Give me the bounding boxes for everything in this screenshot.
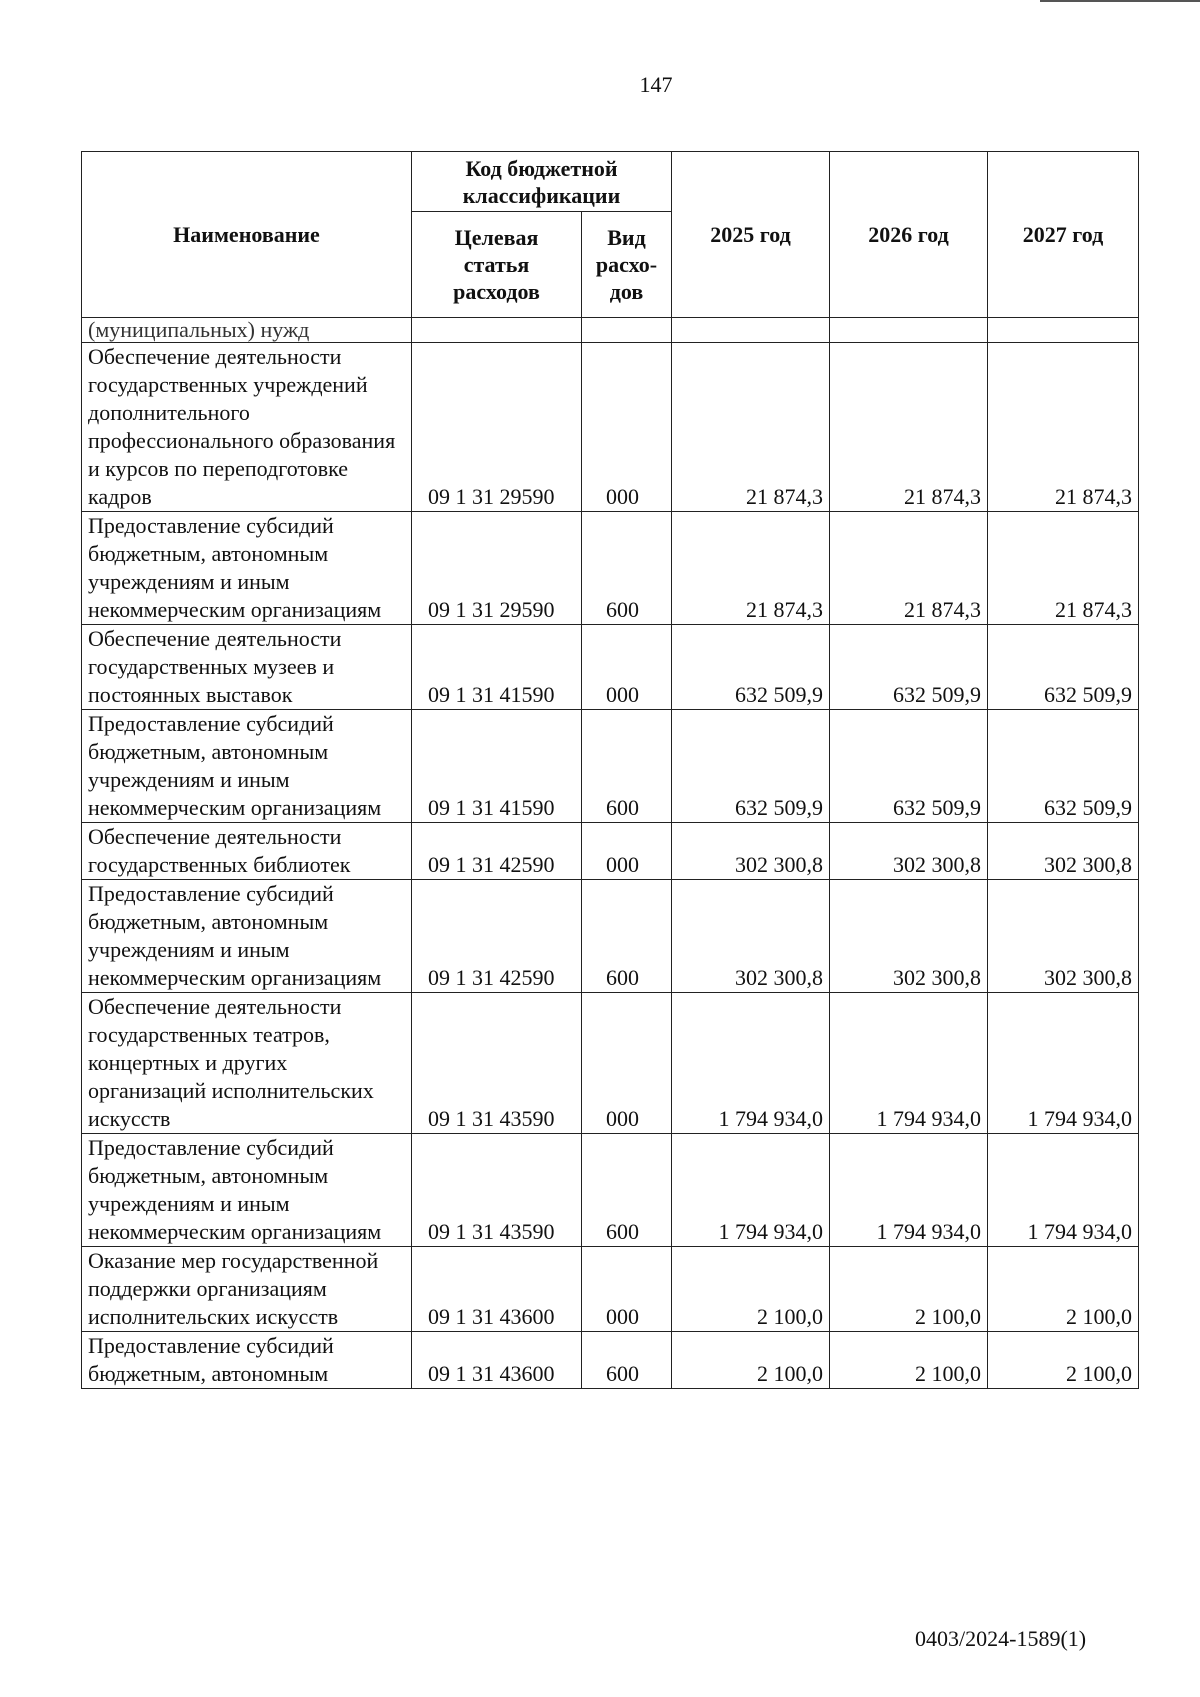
row-name: Оказание мер государственной поддержки организациям исполнительских искусств	[82, 1247, 412, 1332]
row-target-article: 09 1 31 29590	[412, 512, 582, 625]
row-2026: 632 509,9	[830, 710, 988, 823]
row-2026: 21 874,3	[830, 343, 988, 512]
row-name: (муниципальных) нужд	[82, 318, 412, 343]
header-target-article: Целевая статья расходов	[412, 212, 582, 318]
row-target-article: 09 1 31 41590	[412, 625, 582, 710]
continuation-row	[82, 318, 1139, 343]
row-target-article: 09 1 31 42590	[412, 880, 582, 993]
row-target-article: 09 1 31 43600	[412, 1332, 582, 1389]
row-2027: 1 794 934,0	[988, 1134, 1139, 1247]
row-2025: 1 794 934,0	[672, 993, 830, 1134]
row-expense-type: 000	[582, 993, 672, 1134]
table-row	[82, 1134, 1139, 1247]
table-row	[82, 343, 1139, 512]
row-expense-type: 000	[582, 1247, 672, 1332]
row-expense-type: 600	[582, 1332, 672, 1389]
table-row	[82, 512, 1139, 625]
row-2027: 632 509,9	[988, 710, 1139, 823]
row-name: Обеспечение деятельности государственных библиотек	[82, 823, 412, 880]
table-row	[82, 1332, 1139, 1389]
row-target-article: 09 1 31 41590	[412, 710, 582, 823]
row-2027: 1 794 934,0	[988, 993, 1139, 1134]
row-2026: 2 100,0	[830, 1247, 988, 1332]
row-expense-type: 600	[582, 710, 672, 823]
header-name: Наименование	[82, 152, 412, 318]
row-expense-type: 000	[582, 823, 672, 880]
row-target-article: 09 1 31 43600	[412, 1247, 582, 1332]
row-name: Предоставление субсидий бюджетным, автономным учреждениям и иным некоммерческим организациям	[82, 880, 412, 993]
row-2025: 21 874,3	[672, 343, 830, 512]
row-2025: 302 300,8	[672, 823, 830, 880]
page-number: 147	[639, 72, 673, 97]
row-2025: 632 509,9	[672, 710, 830, 823]
row-2027: 302 300,8	[988, 880, 1139, 993]
row-expense-type: 600	[582, 512, 672, 625]
table-row	[82, 1247, 1139, 1332]
row-name: Обеспечение деятельности государственных музеев и постоянных выставок	[82, 625, 412, 710]
row-2026: 302 300,8	[830, 823, 988, 880]
row-2025: 2 100,0	[672, 1247, 830, 1332]
row-2026: 1 794 934,0	[830, 993, 988, 1134]
row-2025: 632 509,9	[672, 625, 830, 710]
header-expense-type: Вид расхо-дов	[582, 212, 672, 318]
row-name: Предоставление субсидий бюджетным, автономным учреждениям и иным некоммерческим организациям	[82, 1134, 412, 1247]
row-2025: 2 100,0	[672, 1332, 830, 1389]
row-2027: 632 509,9	[988, 625, 1139, 710]
row-name: Предоставление субсидий бюджетным, автономным учреждениям и иным некоммерческим организациям	[82, 710, 412, 823]
row-2026: 632 509,9	[830, 625, 988, 710]
row-target-article: 09 1 31 42590	[412, 823, 582, 880]
table-row	[82, 880, 1139, 993]
row-2025: 21 874,3	[672, 512, 830, 625]
row-2027: 21 874,3	[988, 512, 1139, 625]
row-target-article: 09 1 31 43590	[412, 993, 582, 1134]
row-2026: 1 794 934,0	[830, 1134, 988, 1247]
row-target-article: 09 1 31 29590	[412, 343, 582, 512]
header-kbk-group: Код бюджетной классификации	[412, 152, 672, 212]
row-2027: 2 100,0	[988, 1247, 1139, 1332]
header-2026: 2026 год	[830, 152, 988, 318]
row-2027: 302 300,8	[988, 823, 1139, 880]
top-rule	[1040, 0, 1200, 2]
table-row	[82, 710, 1139, 823]
row-name: Предоставление субсидий бюджетным, автономным	[82, 1332, 412, 1389]
row-2026: 2 100,0	[830, 1332, 988, 1389]
table-row	[82, 625, 1139, 710]
header-2027: 2027 год	[988, 152, 1139, 318]
row-name: Предоставление субсидий бюджетным, автономным учреждениям и иным некоммерческим организациям	[82, 512, 412, 625]
row-2026: 302 300,8	[830, 880, 988, 993]
row-expense-type: 600	[582, 880, 672, 993]
row-expense-type: 600	[582, 1134, 672, 1247]
document-code: 0403/2024-1589(1)	[915, 1626, 1087, 1651]
budget-table	[81, 151, 1139, 1389]
header-2025: 2025 год	[672, 152, 830, 318]
row-expense-type: 000	[582, 343, 672, 512]
row-name: Обеспечение деятельности государственных театров, концертных и других организаций исполнительских искусств	[82, 993, 412, 1134]
table-body	[82, 318, 1139, 1389]
table-header	[82, 152, 1139, 318]
row-target-article: 09 1 31 43590	[412, 1134, 582, 1247]
table-row	[82, 993, 1139, 1134]
row-2025: 302 300,8	[672, 880, 830, 993]
row-name: Обеспечение деятельности государственных учреждений дополнительного профессионального образования и курсов по переподготовке кадров	[82, 343, 412, 512]
row-2027: 2 100,0	[988, 1332, 1139, 1389]
row-expense-type: 000	[582, 625, 672, 710]
row-2026: 21 874,3	[830, 512, 988, 625]
row-2025: 1 794 934,0	[672, 1134, 830, 1247]
row-2027: 21 874,3	[988, 343, 1139, 512]
table-row	[82, 823, 1139, 880]
